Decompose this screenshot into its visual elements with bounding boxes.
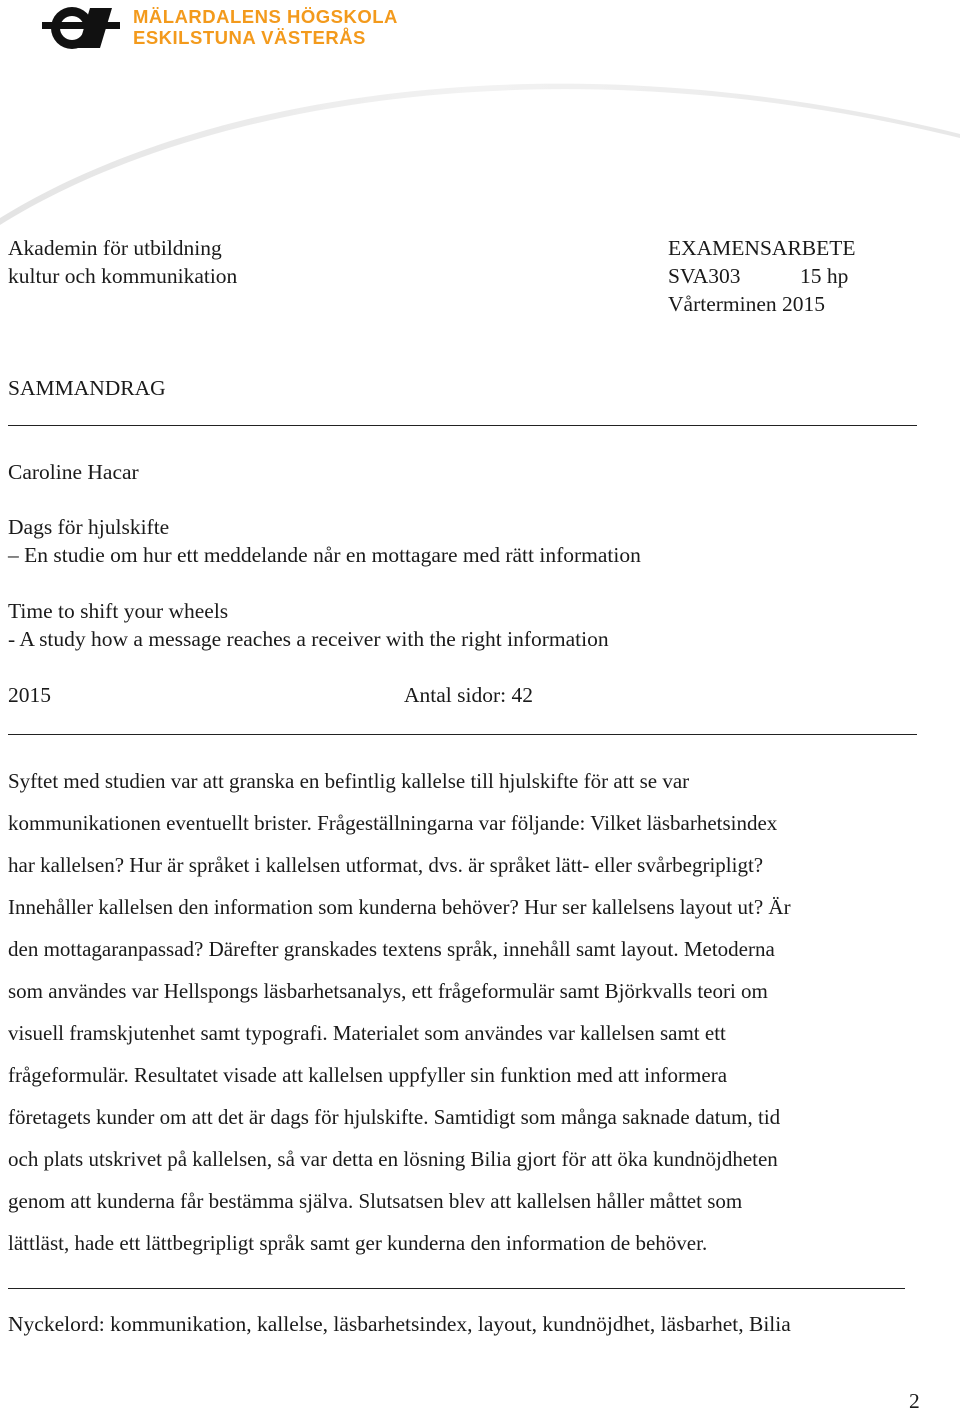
divider: [8, 1288, 905, 1289]
term: Vårterminen 2015: [668, 292, 826, 316]
abstract-paragraph: [8, 760, 913, 1264]
divider: [8, 425, 917, 426]
abstract-line: genom att kunderna får bestämma själva. Slutsatsen blev att kallelsen håller måttet som: [8, 1189, 743, 1213]
document-type: EXAMENSARBETE: [668, 236, 856, 260]
abstract-line: företagets kunder om att det är dags för hjulskifte. Samtidigt som många saknade datum, tid: [8, 1105, 781, 1129]
summary-heading: SAMMANDRAG: [8, 376, 166, 400]
page-count: Antal sidor: 42: [404, 683, 533, 707]
abstract-line: visuell framskjutenhet samt typografi. Materialet som användes var kallelsen samt ett: [8, 1021, 726, 1045]
page-number: 2: [909, 1389, 920, 1413]
abstract-line: har kallelsen? Hur är språket i kallelsen utformat, dvs. är språket lätt- eller svårbegripligt?: [8, 853, 764, 877]
course-code: SVA303: [668, 264, 741, 288]
abstract-line: som användes var Hellspongs läsbarhetsanalys, ett frågeformulär samt Björkvalls teori om: [8, 979, 768, 1003]
university-logo-mark: [42, 4, 120, 52]
subtitle-swedish: – En studie om hur ett meddelande når en mottagare med rätt information: [8, 543, 641, 567]
subtitle-english: - A study how a message reaches a receiver with the right information: [8, 627, 609, 651]
course-credits: 15 hp: [800, 264, 849, 288]
logo-text-line1: MÄLARDALENS HÖGSKOLA: [133, 6, 398, 27]
abstract-line: frågeformulär. Resultatet visade att kallelsen uppfyller sin funktion med att informera: [8, 1063, 728, 1087]
abstract-line: Innehåller kallelsen den information som kunderna behöver? Hur ser kallelsens layout ut? Är: [8, 895, 791, 919]
divider: [8, 734, 917, 735]
decorative-swoosh: [0, 60, 960, 230]
logo-text-line2: ESKILSTUNA VÄSTERÅS: [133, 27, 366, 48]
department-line1: Akademin för utbildning: [8, 236, 222, 260]
abstract-line: lättläst, hade ett lättbegripligt språk samt ger kunderna den information de behöver.: [8, 1231, 708, 1255]
title-swedish: Dags för hjulskifte: [8, 515, 170, 539]
keywords: Nyckelord: kommunikation, kallelse, läsbarhetsindex, layout, kundnöjdhet, läsbarhet, Bilia: [8, 1312, 791, 1336]
abstract-line: Syftet med studien var att granska en befintlig kallelse till hjulskifte för att se var: [8, 769, 690, 793]
abstract-line: den mottagaranpassad? Därefter granskades textens språk, innehåll samt layout. Metoderna: [8, 937, 775, 961]
author-name: Caroline Hacar: [8, 460, 139, 484]
title-english: Time to shift your wheels: [8, 599, 229, 623]
abstract-line: och plats utskrivet på kallelsen, så var detta en lösning Bilia gjort för att öka kundnöjdheten: [8, 1147, 778, 1171]
year: 2015: [8, 683, 51, 707]
abstract-line: kommunikationen eventuellt brister. Frågeställningarna var följande: Vilket läsbarhetsindex: [8, 811, 778, 835]
department-line2: kultur och kommunikation: [8, 264, 238, 288]
